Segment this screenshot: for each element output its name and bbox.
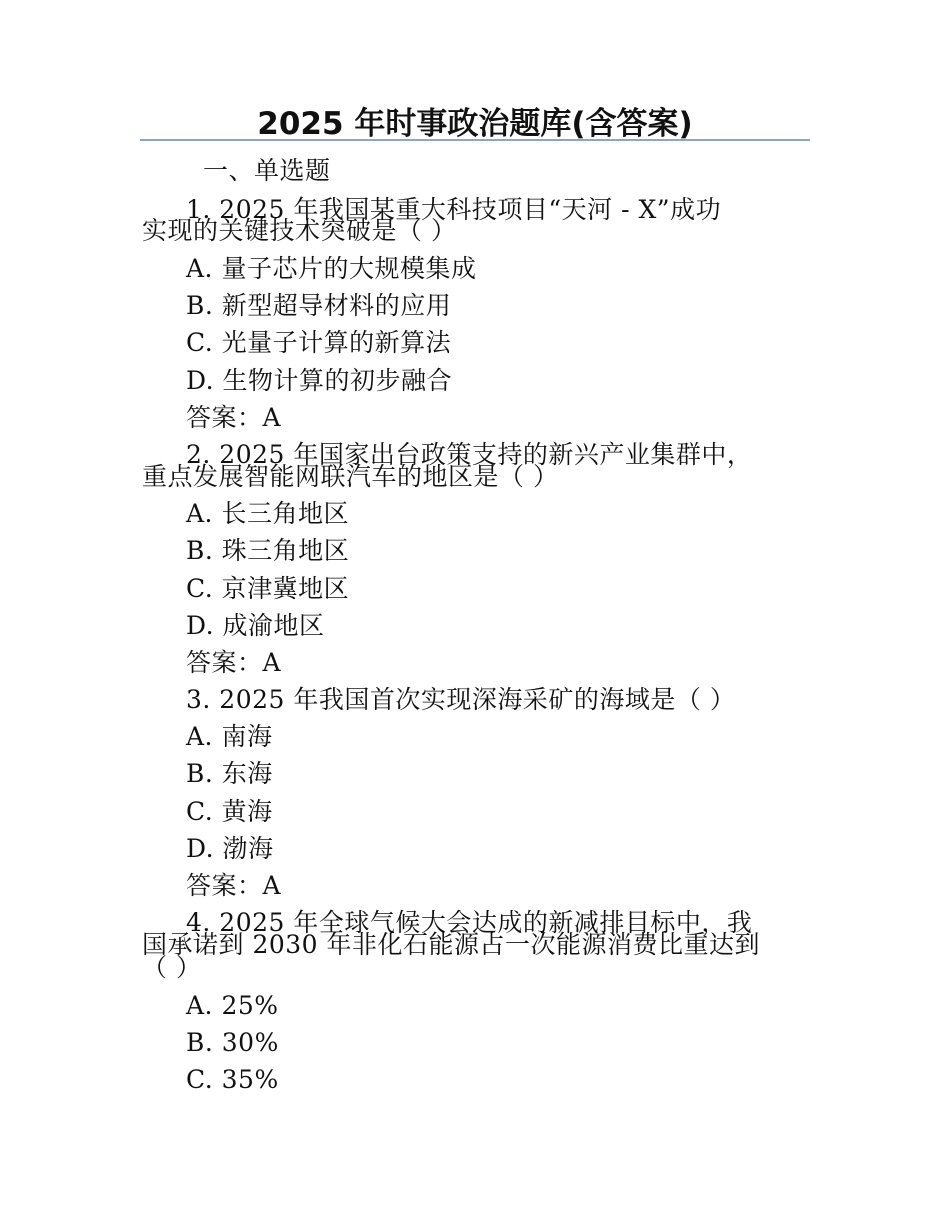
question-4-text-cont-2: （ ） — [142, 953, 202, 982]
question-4-option-b: B. 30% — [186, 1028, 279, 1057]
question-1-text: 1. 2025 年我国某重大科技项目“天河 - X”成功 — [186, 195, 722, 224]
question-2-answer: 答案：A — [186, 648, 282, 677]
question-4-option-a: A. 25% — [186, 991, 279, 1020]
question-4-text-cont: 国承诺到 2030 年非化石能源占一次能源消费比重达到 — [142, 930, 761, 959]
title-underline — [140, 139, 810, 141]
question-1-option-b: B. 新型超导材料的应用 — [186, 291, 452, 320]
question-2-option-d: D. 成渝地区 — [186, 611, 325, 640]
question-4-option-c: C. 35% — [186, 1065, 279, 1094]
question-3-text: 3. 2025 年我国首次实现深海采矿的海域是（ ） — [186, 685, 736, 714]
question-1-option-d: D. 生物计算的初步融合 — [186, 366, 453, 395]
question-1-option-c: C. 光量子计算的新算法 — [186, 328, 452, 357]
question-2-text-cont: 重点发展智能网联汽车的地区是（ ） — [142, 462, 559, 491]
question-2-option-b: B. 珠三角地区 — [186, 536, 350, 565]
question-3-option-d: D. 渤海 — [186, 834, 274, 863]
question-1-text-cont: 实现的关键技术突破是（ ） — [142, 216, 457, 245]
question-1-option-a: A. 量子芯片的大规模集成 — [186, 254, 477, 283]
question-3-option-c: C. 黄海 — [186, 797, 273, 826]
question-2-option-c: C. 京津冀地区 — [186, 574, 350, 603]
question-3-option-a: A. 南海 — [186, 722, 273, 751]
question-3-answer: 答案：A — [186, 871, 282, 900]
section-heading: 一、单选题 — [203, 156, 331, 185]
question-2-option-a: A. 长三角地区 — [186, 499, 349, 528]
question-4-text: 4. 2025 年全球气候大会达成的新减排目标中，我 — [186, 908, 753, 937]
document-title: 2025 年时事政治题库(含答案) — [257, 106, 693, 142]
question-1-answer: 答案：A — [186, 403, 282, 432]
question-3-option-b: B. 东海 — [186, 759, 273, 788]
question-2-text: 2. 2025 年国家出台政策支持的新兴产业集群中， — [186, 440, 753, 469]
